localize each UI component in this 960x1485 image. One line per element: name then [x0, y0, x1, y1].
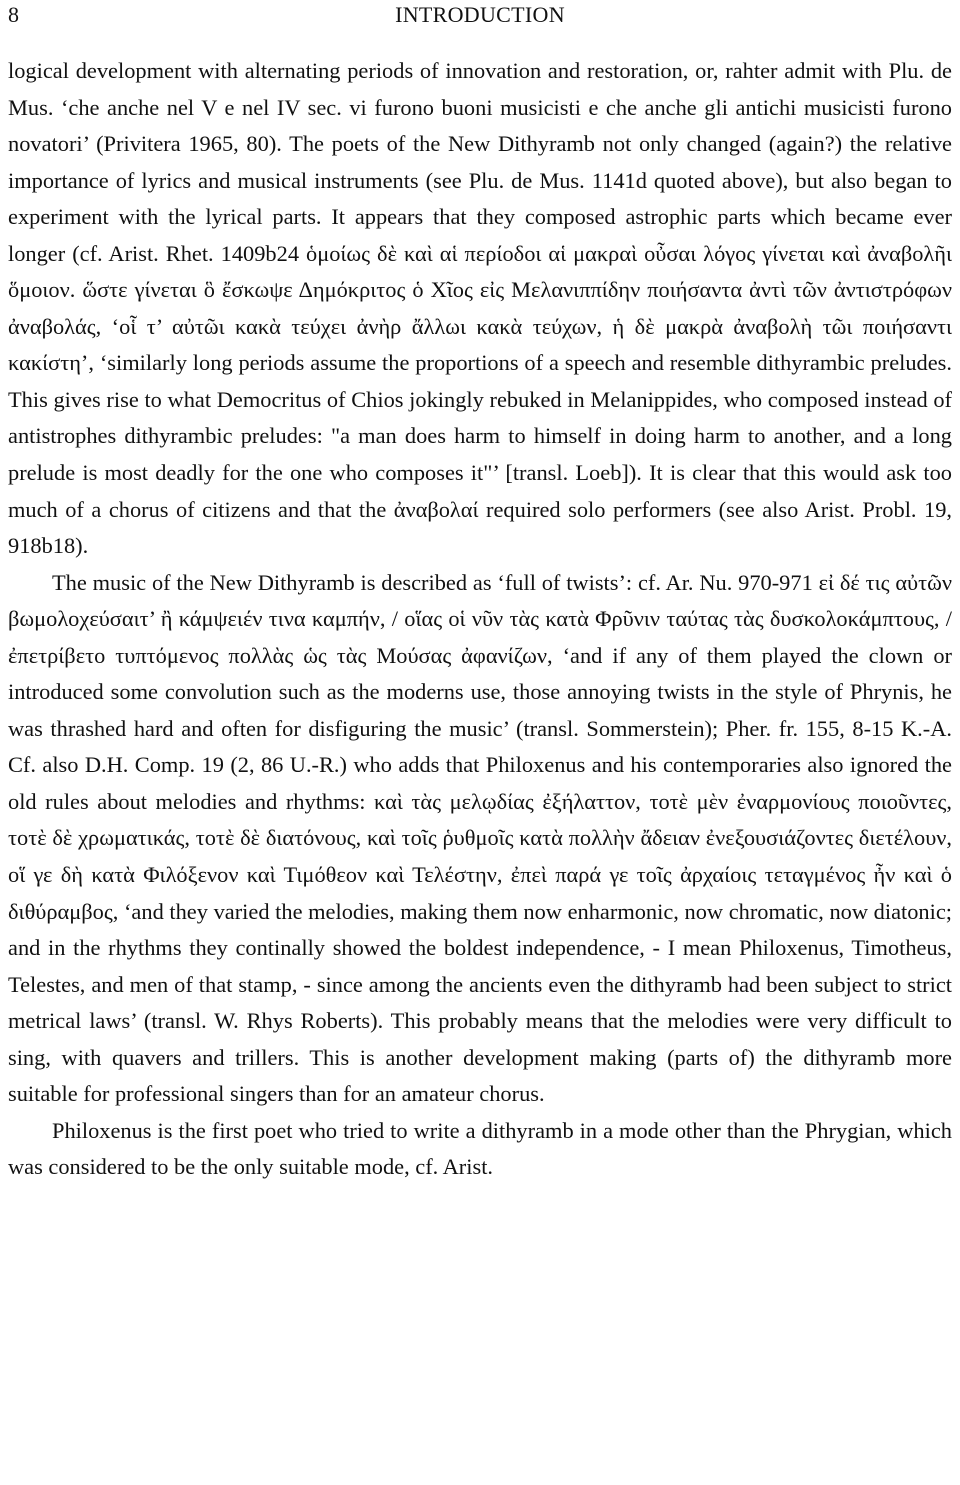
running-title: INTRODUCTION: [395, 2, 565, 27]
paragraph-philoxenus: Philoxenus is the first poet who tried to write a dithyramb in a mode other than the Phrygian, which was considered to be the only suitable mode, cf. Arist.: [8, 1117, 952, 1180]
page-number: 8: [8, 2, 19, 27]
paragraph-music-twists: The music of the New Dithyramb is described as ‘full of twists’: cf. Ar. Nu. 970-971 εἰ δέ τις αὐτῶν βωμολοχεύσαιτ’ ἢ κάμψειέν τινα καμπήν, / οἵας οἱ νῦν τὰς κατὰ Φρῦνιν ταύτας τὰς δυσκολοκάμπτους, / ἐπετρίβετο τυπτόμενος πολλὰς ὡς τὰς Μούσας ἀφανίζων, ‘and if any of them played the clown or introduced some convolution such as the moderns use, those annoying twists in the style of Phrynis, he was thrashed hard and often for disfiguring the music’ (transl. Sommerstein); Pher. fr. 155, 8-15 K.-A. Cf. also D.H. Comp. 19 (2, 86 U.-R.) who adds that Philoxenus and his contemporaries also ignored the old rules about melodies and rhythms: καὶ τὰς μελῳδίας ἐξήλαττον, τοτὲ μὲν ἐναρμονίους ποιοῦντες, τοτὲ δὲ χρωματικάς, τοτὲ δὲ διατόνους, καὶ τοῖς ῥυθμοῖς κατὰ πολλὴν ἄδειαν ἐνεξουσιάζοντες διετέλουν, οἵ γε δὴ κατὰ Φιλόξενον καὶ Τιμόθεον καὶ Τελέστην, ἐπεὶ παρά γε τοῖς ἀρχαίοις τεταγμένος ἦν καὶ ὁ διθύραμβος, ‘and they varied the melodies, making them now enharmonic, now chromatic, now diatonic; and in the rhythms they continally showed the boldest independence, - I mean Philoxenus, Timotheus, Telestes, and men of that stamp, - since among the ancients even the dithyramb had been subject to strict metrical laws’ (transl. W. Rhys Roberts). This probably means that the melodies were very difficult to sing, with quavers and trillers. This is another development making (parts of) the dithyramb more suitable for professional singers than for an amateur chorus.: [8, 569, 952, 1107]
paragraph-continuation: logical development with alternating periods of innovation and restoration, or, rahter admit with Plu. de Mus. ‘che anche nel V e nel IV sec. vi furono buoni musicisti e che anche gli antichi musicisti furono novatori’ (Privitera 1965, 80). The poets of the New Dithyramb not only changed (again?) the relative importance of lyrics and musical instruments (see Plu. de Mus. 1141d quoted above), but also began to experiment with the lyrical parts. It appears that they composed astrophic parts which became ever longer (cf. Arist. Rhet. 1409b24 ὁμοίως δὲ καὶ αἱ περίοδοι αἱ μακραὶ οὖσαι λόγος γίνεται καὶ ἀναβολῆι ὅμοιον. ὥστε γίνεται ὃ ἔσκωψε Δημόκριτος ὁ Χῖος εἰς Μελανιππίδην ποιήσαντα ἀντὶ τῶν ἀντιστρόφων ἀναβολάς, ‘οἷ τ’ αὐτῶι κακὰ τεύχει ἀνὴρ ἄλλωι κακὰ τεύχων, ἡ δὲ μακρὰ ἀναβολὴ τῶι ποιήσαντι κακίστη’, ‘similarly long periods assume the proportions of a speech and resemble dithyrambic preludes. This gives rise to what Democritus of Chios jokingly rebuked in Melanippides, who composed instead of antistrophes dithyrambic preludes: "a man does harm to himself in doing harm to another, and a long prelude is most deadly for the one who composes it"’ [transl. Loeb]). It is clear that this would ask too much of a chorus of citizens and that the ἀναβολαί required solo performers (see also Arist. Probl. 19, 918b18).: [8, 58, 952, 559]
page-header: [8, 0, 952, 30]
main-text: [8, 53, 952, 1186]
